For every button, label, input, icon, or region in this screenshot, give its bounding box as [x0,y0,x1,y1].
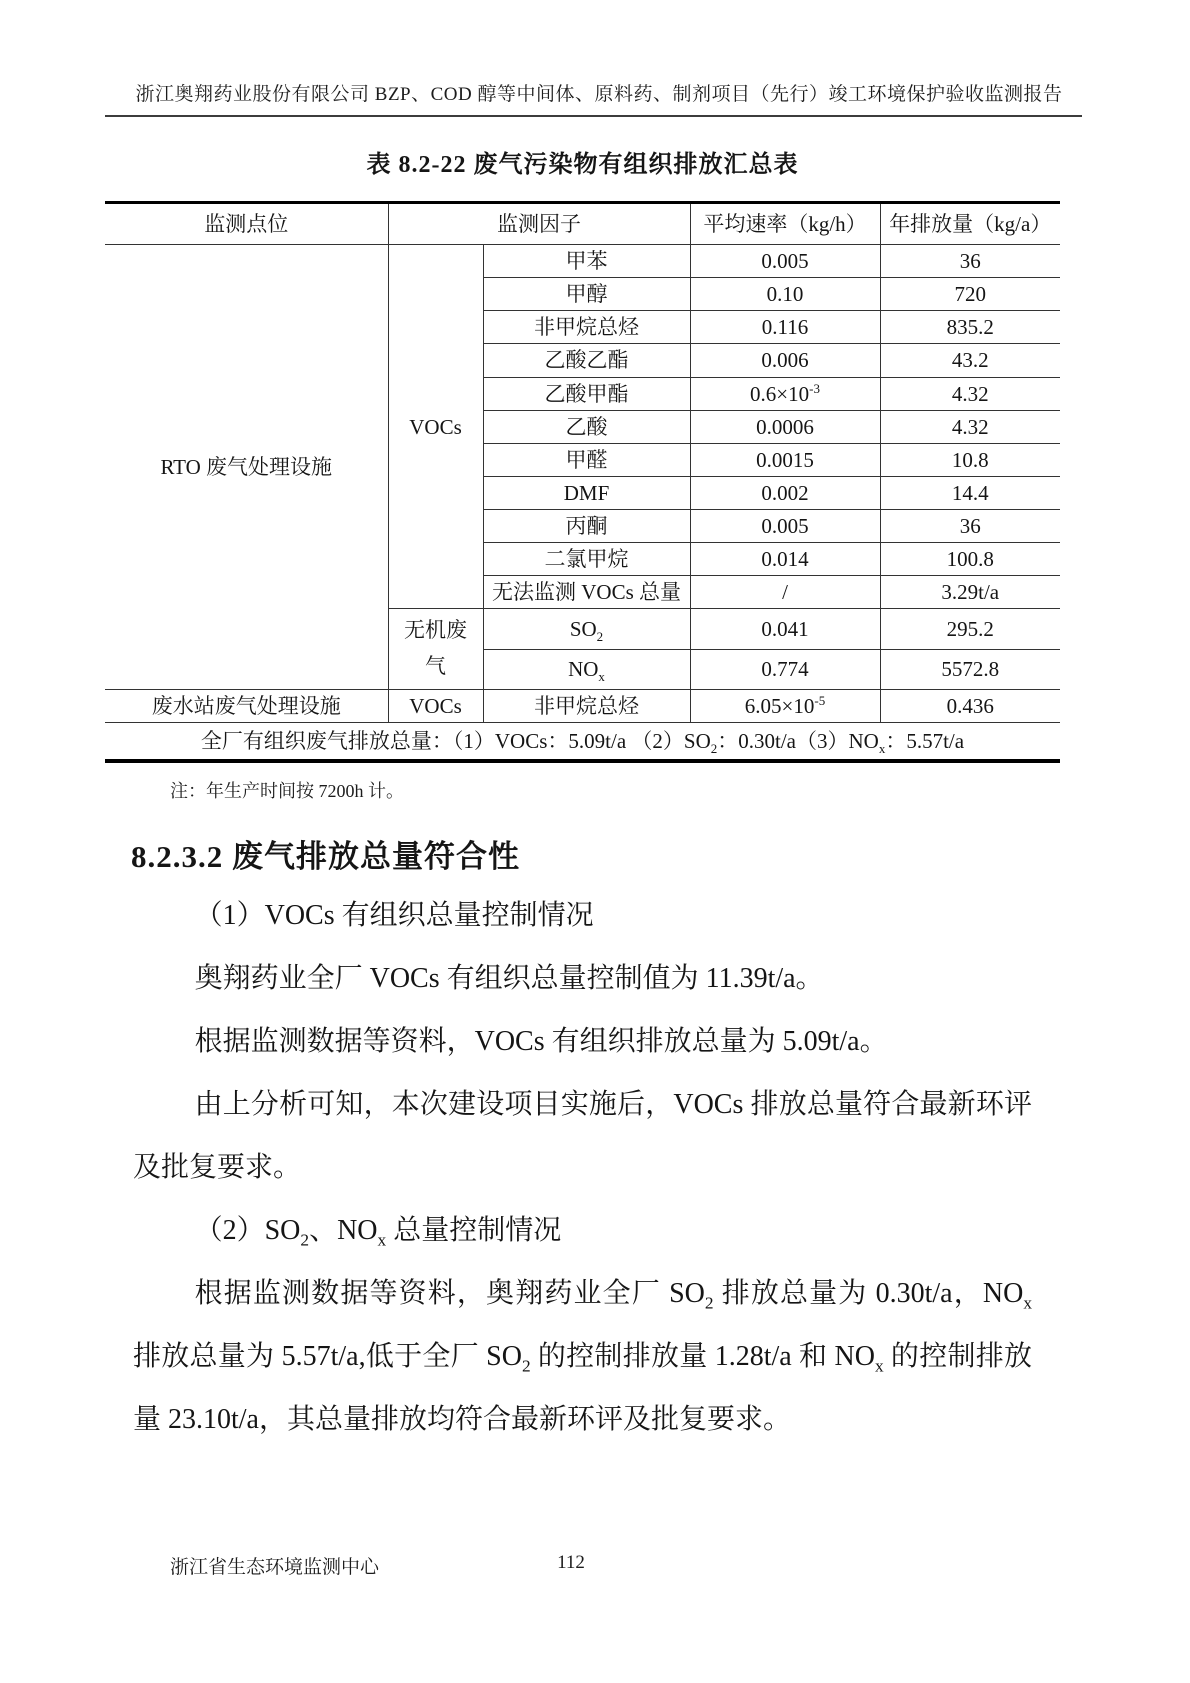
footer-page-number: 112 [557,1552,585,1573]
body-paragraph: （1）VOCs 有组织总量控制情况 [194,900,594,932]
cell-avg-rate: 0.0006 [690,410,880,443]
section-heading: 8.2.3.2 废气排放总量符合性 [131,839,520,875]
cell-annual-amount: 43.2 [880,344,1060,377]
cell-pollutant-factor: 二氯甲烷 [483,543,690,576]
cell-avg-rate: 0.0015 [690,443,880,476]
cell-avg-rate: 0.041 [690,609,880,649]
body-paragraph: 根据监测数据等资料，VOCs 有组织排放总量为 5.09t/a。 [194,1026,888,1058]
table-row [105,689,1060,722]
body-paragraph: 由上分析可知，本次建设项目实施后，VOCs 排放总量符合最新环评及批复要求。 [133,1089,1032,1184]
cell-pollutant-factor: 非甲烷总烃 [483,689,690,722]
cell-avg-rate: 0.002 [690,476,880,509]
page-content [0,144,1190,1451]
cell-total-emissions: 全厂有组织废气排放总量：（1）VOCs：5.09t/a $(2)SO_2$：$0.30t/a(3)NO_x$：5.57t/a [105,723,1060,762]
cell-pollutant-factor: 非甲烷总烃 [483,311,690,344]
section-body [133,884,1032,1451]
cell-annual-amount: 295.2 [880,609,1060,649]
cell-annual-amount: 14.4 [880,476,1060,509]
footer-organization: 浙江省生态环境监测中心 [170,1557,380,1578]
cell-monitor-site-rto: RTO 废气处理设施 [105,244,388,689]
cell-annual-amount: 4.32 [880,377,1060,410]
cell-pollutant-factor: $NO_x$ [483,649,690,689]
cell-avg-rate: 0.10 [690,278,880,311]
cell-annual-amount: 10.8 [880,443,1060,476]
cell-factor-category-vocs: VOCs [388,689,483,722]
cell-avg-rate: 0.006 [690,344,880,377]
cell-avg-rate: 0.005 [690,244,880,277]
table-header-annual: 年排放量（kg/a） [880,202,1060,244]
cell-pollutant-factor: 丙酮 [483,510,690,543]
cell-avg-rate: 0.774 [690,649,880,689]
cell-avg-rate: 0.014 [690,543,880,576]
header-divider [105,115,1082,117]
cell-annual-amount: 720 [880,278,1060,311]
cell-monitor-site-wastewater: 废水站废气处理设施 [105,689,388,722]
cell-factor-category-inorganic: 无机废 气 [388,609,483,689]
cell-annual-amount: 5572.8 [880,649,1060,689]
cell-factor-category-vocs: VOCs [388,244,483,609]
cell-pollutant-factor: 乙酸乙酯 [483,344,690,377]
emissions-summary-table [105,201,1060,763]
table-total-row [105,723,1060,762]
table-header-site: 监测点位 [105,202,388,244]
cell-annual-amount: 4.32 [880,410,1060,443]
table-row [105,244,1060,277]
cell-avg-rate: 0.005 [690,510,880,543]
cell-pollutant-factor: 无法监测 VOCs 总量 [483,576,690,609]
cell-annual-amount: 36 [880,244,1060,277]
cell-avg-rate: $0.6\times 10^{-3}$ [690,377,880,410]
cell-pollutant-factor: 乙酸甲酯 [483,377,690,410]
table-header-row [105,202,1060,244]
cell-annual-amount: 100.8 [880,543,1060,576]
cell-pollutant-factor: DMF [483,476,690,509]
body-paragraph: $(2)SO_2$、$NO_x$ 总量控制情况 [194,1215,562,1250]
table-header-rate: 平均速率（kg/h） [690,202,880,244]
cell-annual-amount: 36 [880,510,1060,543]
cell-annual-amount: 0.436 [880,689,1060,722]
cell-avg-rate: / [690,576,880,609]
cell-pollutant-factor: 乙酸 [483,410,690,443]
cell-pollutant-factor: 甲醛 [483,443,690,476]
body-paragraph: 奥翔药业全厂 VOCs 有组织总量控制值为 11.39t/a。 [194,963,824,995]
cell-pollutant-factor: 甲苯 [483,244,690,277]
cell-pollutant-factor: 甲醇 [483,278,690,311]
table-header-factor: 监测因子 [388,202,690,244]
cell-avg-rate: $6.05\times 10^{-5}$ [690,689,880,722]
table-note: 注：年生产时间按 7200h 计。 [170,781,404,802]
cell-annual-amount: 3.29t/a [880,576,1060,609]
cell-avg-rate: 0.116 [690,311,880,344]
document-header: 浙江奥翔药业股份有限公司 BZP、COD 醇等中间体、原料药、制剂项目（先行）竣工环境保护验收监测报告 [135,84,1063,105]
cell-pollutant-factor: $SO_2$ [483,609,690,649]
body-paragraph: 根据监测数据等资料，奥翔药业全厂 $SO_2$ 排放总量为 0.30t/a，$NO_x$ 排放总量为 5.57t/a,低于全厂 $SO_2$ 的控制排放量 1.28t/a 和 $NO_x$ 的控制排放量 23.10t/a，其总量排放均符合最新环评及批复要求。 [133,1278,1032,1436]
cell-annual-amount: 835.2 [880,311,1060,344]
table-title: 表 8.2-22 废气污染物有组织排放汇总表 [366,151,799,178]
